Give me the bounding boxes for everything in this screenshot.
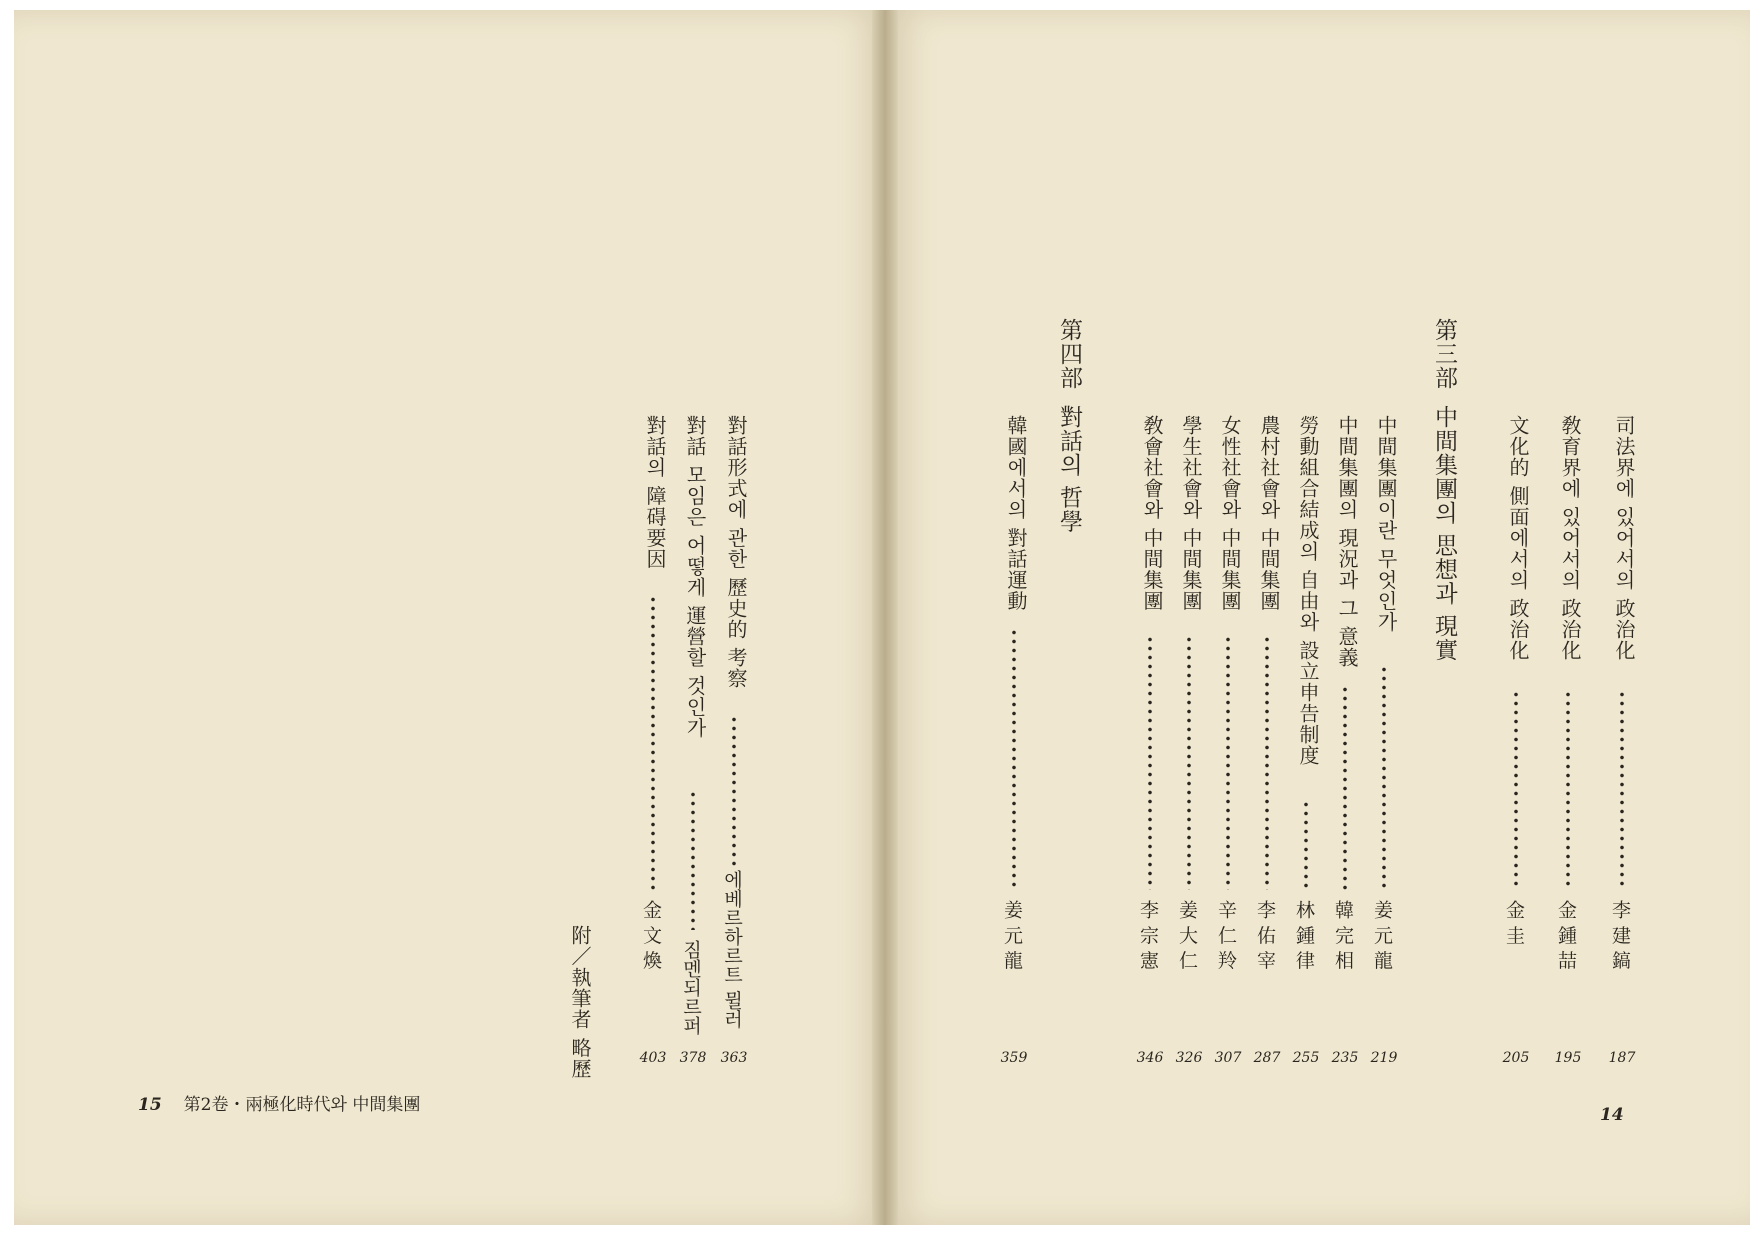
part-label: 第三部 bbox=[1431, 318, 1457, 390]
toc-entry-page: 195 bbox=[1554, 1050, 1582, 1066]
toc-entry-page: 359 bbox=[1000, 1050, 1028, 1066]
toc-entry-title: 對話 모임은 어떻게 運營할 것인가 bbox=[683, 415, 707, 739]
dot-leader bbox=[1619, 690, 1625, 890]
toc-entry-title: 對話形式에 관한 歷史的 考察 bbox=[724, 415, 748, 690]
dot-leader bbox=[1011, 628, 1017, 890]
toc-entry-author: 에베르하르트 뮐러 bbox=[721, 870, 743, 1029]
part-label: 第四部 bbox=[1056, 318, 1082, 390]
toc-entry-author: 林 鍾 律 bbox=[1293, 900, 1315, 970]
toc-entry-title: 中間集團의 現況과 그 意義 bbox=[1335, 415, 1359, 669]
series-title: 第2卷・兩極化時代와 中間集團 bbox=[183, 1095, 421, 1115]
page-number: 15 bbox=[138, 1095, 162, 1115]
toc-entry-author: 姜 大 仁 bbox=[1176, 900, 1198, 970]
toc-entry-title: 中間集團이란 무엇인가 bbox=[1374, 415, 1398, 633]
dot-leader bbox=[1303, 800, 1309, 890]
running-footer bbox=[138, 1090, 420, 1115]
dot-leader bbox=[1513, 690, 1519, 890]
page-number: 14 bbox=[1600, 1105, 1624, 1125]
toc-entry-page: 326 bbox=[1175, 1050, 1203, 1066]
toc-entry-title: 女性社會와 中間集團 bbox=[1218, 415, 1242, 612]
toc-entry-author: 金 文 煥 bbox=[640, 900, 662, 970]
dot-leader bbox=[1264, 635, 1270, 890]
toc-entry-page: 255 bbox=[1292, 1050, 1320, 1066]
dot-leader bbox=[731, 715, 737, 870]
toc-entry-author: 金 鍾 喆 bbox=[1555, 900, 1577, 970]
toc-entry-page: 219 bbox=[1370, 1050, 1398, 1066]
toc-entry-author: 姜 元 龍 bbox=[1001, 900, 1023, 970]
dot-leader bbox=[1565, 690, 1571, 890]
dot-leader bbox=[1147, 635, 1153, 890]
dot-leader bbox=[1342, 685, 1348, 890]
toc-entry-author: 金 圭 bbox=[1503, 900, 1525, 945]
toc-entry-page: 378 bbox=[679, 1050, 707, 1066]
appendix-entry: 附／執筆者 略歷 bbox=[568, 925, 592, 1080]
toc-entry-author: 姜 元 龍 bbox=[1371, 900, 1393, 970]
left-page bbox=[14, 10, 884, 1225]
dot-leader bbox=[1225, 635, 1231, 890]
toc-entry-page: 205 bbox=[1502, 1050, 1530, 1066]
toc-entry-author: 李 宗 憲 bbox=[1137, 900, 1159, 970]
toc-entry-author: 韓 完 相 bbox=[1332, 900, 1354, 970]
part-title: 對話의 哲學 bbox=[1056, 405, 1082, 534]
toc-entry-page: 235 bbox=[1331, 1050, 1359, 1066]
toc-entry-title: 勞動組合結成의 自由와 設立申告制度 bbox=[1296, 415, 1320, 766]
toc-entry-page: 363 bbox=[720, 1050, 748, 1066]
book-gutter bbox=[872, 10, 898, 1225]
toc-entry-page: 403 bbox=[639, 1050, 667, 1066]
toc-entry-title: 韓國에서의 對話運動 bbox=[1004, 415, 1028, 612]
toc-entry-title: 司法界에 있어서의 政治化 bbox=[1612, 415, 1636, 661]
toc-entry-title: 文化的 側面에서의 政治化 bbox=[1506, 415, 1530, 661]
toc-entry-title: 對話의 障碍要因 bbox=[643, 415, 667, 570]
toc-entry-page: 187 bbox=[1608, 1050, 1636, 1066]
dot-leader bbox=[1381, 665, 1387, 890]
part-title: 中間集團의 思想과 現實 bbox=[1431, 405, 1457, 662]
dot-leader bbox=[1186, 635, 1192, 890]
toc-entry-page: 287 bbox=[1253, 1050, 1281, 1066]
toc-entry-title: 敎會社會와 中間集團 bbox=[1140, 415, 1164, 612]
toc-entry-page: 346 bbox=[1136, 1050, 1164, 1066]
toc-entry-author: 李 佑 宰 bbox=[1254, 900, 1276, 970]
toc-entry-author: 짐멘되르퍼 bbox=[680, 940, 702, 1035]
toc-entry-title: 農村社會와 中間集團 bbox=[1257, 415, 1281, 612]
dot-leader bbox=[650, 595, 656, 890]
dot-leader bbox=[690, 790, 696, 930]
toc-entry-title: 學生社會와 中間集團 bbox=[1179, 415, 1203, 612]
toc-entry-page: 307 bbox=[1214, 1050, 1242, 1066]
toc-entry-title: 敎育界에 있어서의 政治化 bbox=[1558, 415, 1582, 661]
toc-entry-author: 李 建 鎬 bbox=[1609, 900, 1631, 970]
toc-entry-author: 辛 仁 羚 bbox=[1215, 900, 1237, 970]
